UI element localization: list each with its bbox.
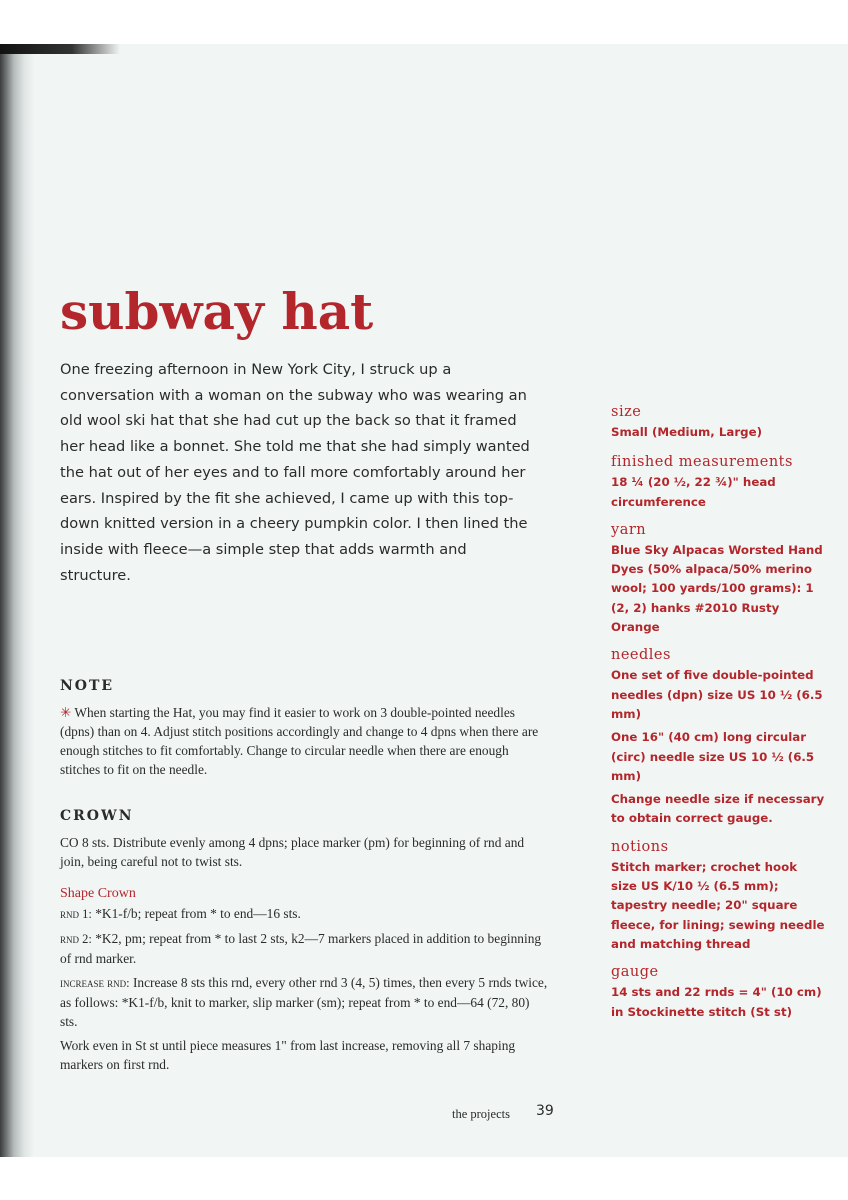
notions-text bbox=[611, 858, 826, 954]
note-body: When starting the Hat, you may find it easier to work on 3 double-pointed needles (dpns) than on 4. Adjust stitch positions accordingly and change to 4 dpns when there are enough stitches to fit comfortably. Change to circular needle when there are enough stitches to fit on the needle. bbox=[60, 705, 539, 777]
page-number: 39 bbox=[536, 1103, 554, 1119]
page-title: subway hat bbox=[60, 282, 374, 341]
note-heading: NOTE bbox=[60, 678, 115, 694]
rnd2-label: rnd 2: bbox=[60, 932, 92, 946]
rnd1-instruction bbox=[60, 904, 548, 924]
crown-section bbox=[60, 808, 548, 1074]
size-text bbox=[611, 423, 826, 442]
needles-dpn: One set of five double-pointed needles (dpn) size US 10 ½ (6.5 mm) bbox=[611, 668, 823, 721]
crown-heading: CROWN bbox=[60, 808, 134, 824]
rnd1-label: rnd 1: bbox=[60, 907, 92, 921]
crown-text: CO 8 sts. Distribute evenly among 4 dpns; place marker (pm) for beginning of rnd and join, being careful not to twist sts. bbox=[60, 835, 525, 869]
book-page bbox=[0, 44, 848, 1157]
gauge-value: 14 sts and 22 rnds = 4" (10 cm) in Stockinette stitch (St st) bbox=[611, 985, 822, 1019]
notions-value: Stitch marker; crochet hook size US K/10 ½ (6.5 mm); tapestry needle; 20" square fleece, for lining; sewing needle and matching thread bbox=[611, 859, 825, 951]
note-text bbox=[60, 703, 550, 779]
note-section bbox=[60, 678, 550, 779]
needles-circ: One 16" (40 cm) long circular (circ) needle size US 10 ½ (6.5 mm) bbox=[611, 730, 815, 783]
increase-text: Increase 8 sts this rnd, every other rnd 3 (4, 5) times, then every 5 rnds twice, as follows: *K1-f/b, knit to marker, slip marker (sm); repeat from * to end—64 (72, 80) sts. bbox=[60, 975, 548, 1029]
final-instruction: Work even in St st until piece measures 1" from last increase, removing all 7 shaping markers on first rnd. bbox=[60, 1038, 516, 1072]
increase-instruction bbox=[60, 973, 548, 1031]
notions-heading: notions bbox=[611, 838, 669, 855]
finished-measurements-value: 18 ¼ (20 ½, 22 ¾)" head circumference bbox=[611, 475, 776, 509]
gauge-text bbox=[611, 983, 826, 1022]
finished-measurements-heading: finished measurements bbox=[611, 454, 793, 471]
yarn-text bbox=[611, 541, 826, 637]
yarn-heading: yarn bbox=[611, 521, 647, 538]
asterisk-icon: ✳ bbox=[60, 705, 72, 720]
size-value: Small (Medium, Large) bbox=[611, 425, 762, 439]
rnd2-text: *K2, pm; repeat from * to last 2 sts, k2—7 markers placed in addition to beginning of rnd marker. bbox=[60, 931, 542, 966]
rnd1-text: *K1-f/b; repeat from * to end—16 sts. bbox=[91, 906, 301, 921]
rnd2-instruction bbox=[60, 929, 548, 968]
intro-paragraph: One freezing afternoon in New York City, I struck up a conversation with a woman on the subway who was wearing an old wool ski hat that she had cut up the back so that it framed her head like a bonnet. She told me that she had simply wanted the hat out of her eyes and to fall more comfortably around her ears. Inspired by the fit she achieved, I came up with this top-down knitted version in a cheery pumpkin color. I then lined the inside with fleece—a simple step that adds warmth and structure. bbox=[60, 361, 530, 584]
increase-label: increase rnd: bbox=[60, 976, 130, 990]
footer-section-label: the projects bbox=[452, 1107, 510, 1121]
needles-gauge-note: Change needle size if necessary to obtain correct gauge. bbox=[611, 792, 825, 826]
book-spine-shadow bbox=[0, 44, 34, 1157]
needles-text bbox=[611, 666, 826, 828]
shape-crown-subheading: Shape Crown bbox=[60, 886, 136, 901]
needles-heading: needles bbox=[611, 647, 671, 664]
size-heading: size bbox=[611, 404, 642, 420]
sidebar bbox=[611, 404, 826, 1026]
scan-edge-shadow bbox=[0, 44, 120, 54]
yarn-value: Blue Sky Alpacas Worsted Hand Dyes (50% alpaca/50% merino wool; 100 yards/100 grams): 1 (2, 2) hanks #2010 Rusty Orange bbox=[611, 542, 823, 635]
gauge-heading: gauge bbox=[611, 964, 659, 981]
finished-measurements-text bbox=[611, 473, 826, 512]
